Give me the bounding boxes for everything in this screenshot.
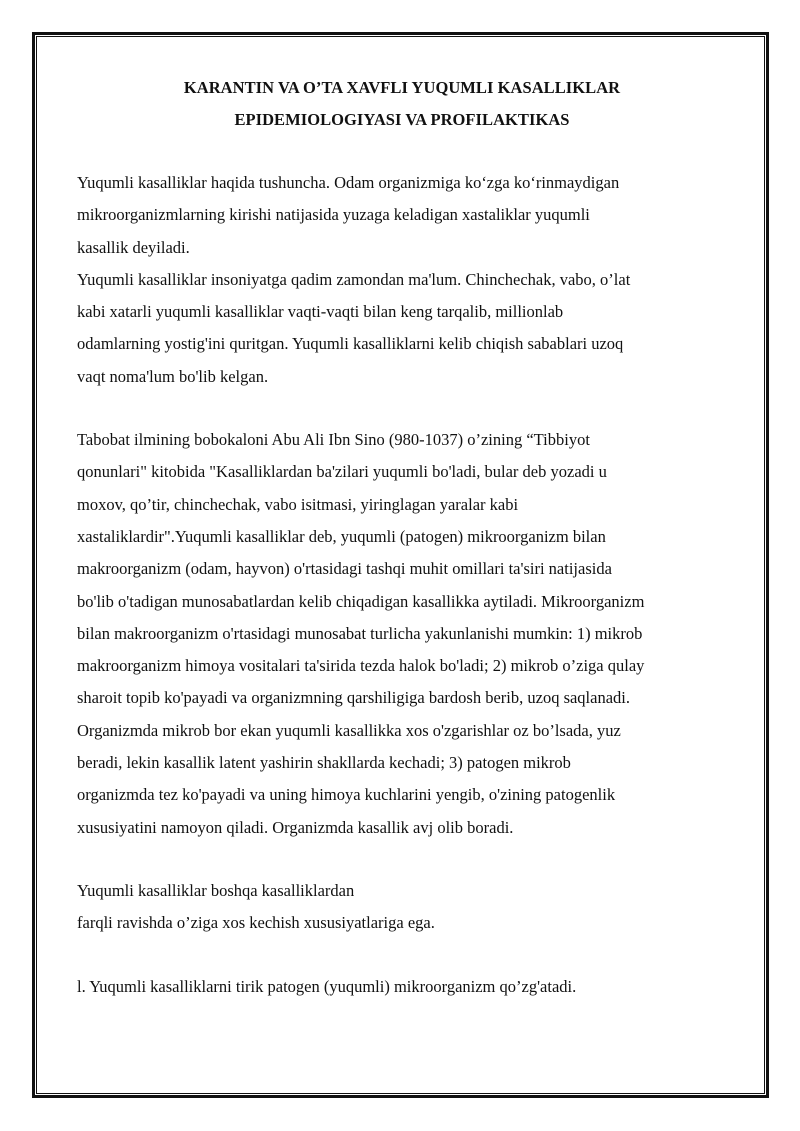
title-line: EPIDEMIOLOGIYASI VA PROFILAKTIKAS <box>234 110 570 129</box>
text-line: beradi, lekin kasallik latent yashirin shakllarda kechadi; 3) patogen mikrob <box>77 753 571 773</box>
text-line: xastaliklardir".Yuqumli kasalliklar deb, yuqumli (patogen) mikroorganizm bilan <box>77 526 606 546</box>
text-line: l. Yuqumli kasalliklarni tirik patogen (yuqumli) mikroorganizm qo’zg'atadi. <box>77 976 577 996</box>
text-line: kabi xatarli yuqumli kasalliklar vaqti-vaqti bilan keng tarqalib, millionlab <box>77 302 564 322</box>
text-line: sharoit topib ko'payadi va organizmning qarshiligiga bardosh berib, uzoq saqlanadi. <box>77 688 630 708</box>
text-line: organizmda tez ko'payadi va uning himoya kuchlarini yengib, o'zining patogenlik <box>77 785 616 805</box>
text-line: mikroorganizmlarning kirishi natijasida yuzaga keladigan xastaliklar yuqumli <box>77 205 590 225</box>
text-line: Tabobat ilmining bobokaloni Abu Ali Ibn Sino (980-1037) o’zining “Tibbiyot <box>77 430 590 450</box>
text-line: Organizmda mikrob bor ekan yuqumli kasallikka xos o'zgarishlar oz bo’lsada, yuz <box>77 720 621 740</box>
text-line: bo'lib o'tadigan munosabatlardan kelib chiqadigan kasallikka aytiladi. Mikroorganizm <box>77 591 645 611</box>
text-line: xususiyatini namoyon qiladi. Organizmda kasallik avj olib boradi. <box>77 817 514 837</box>
paragraph-spacer <box>77 844 727 875</box>
paragraph-history <box>77 264 727 393</box>
text-line: farqli ravishda o’ziga xos kechish xususiyatlariga ega. <box>77 913 435 933</box>
paragraph-spacer <box>77 940 727 971</box>
document-body <box>77 72 727 1003</box>
text-line: moxov, qo’tir, chinchechak, vabo isitmasi, yiringlagan yaralar kabi <box>77 494 519 514</box>
text-line: Yuqumli kasalliklar haqida tushuncha. Odam organizmiga ko‘zga ko‘rinmaydigan <box>77 173 620 192</box>
text-line: makroorganizm (odam, hayvon) o'rtasidagi tashqi muhit omillari ta'siri natijasida <box>77 559 612 579</box>
title-line: KARANTIN VA O’TA XAVFLI YUQUMLI KASALLIKLAR <box>183 78 621 97</box>
list-item-1 <box>77 971 727 1003</box>
text-line: Yuqumli kasalliklar insoniyatga qadim zamondan ma'lum. Chinchechak, vabo, o’lat <box>77 269 631 289</box>
document-title <box>77 72 727 136</box>
text-line: kasallik deyiladi. <box>77 237 190 257</box>
text-line: Yuqumli kasalliklar boshqa kasalliklardan <box>77 880 355 900</box>
paragraph-definition <box>77 167 727 264</box>
text-line: qonunlari" kitobida "Kasalliklardan ba'zilari yuqumli bo'ladi, bular deb yozadi u <box>77 462 607 482</box>
text-line: makroorganizm himoya vositalari ta'sirida tezda halok bo'ladi; 2) mikrob o’ziga qulay <box>77 656 645 676</box>
text-line: bilan makroorganizm o'rtasidagi munosabat turlicha yakunlanishi mumkin: 1) mikrob <box>77 623 643 643</box>
text-line: vaqt noma'lum bo'lib kelgan. <box>77 366 269 386</box>
paragraph-ibn-sino <box>77 424 727 844</box>
paragraph-spacer <box>77 393 727 424</box>
text-line: odamlarning yostig'ini quritgan. Yuqumli kasalliklarni kelib chiqish sabablari uzoq <box>77 334 624 354</box>
paragraph-features <box>77 875 727 940</box>
